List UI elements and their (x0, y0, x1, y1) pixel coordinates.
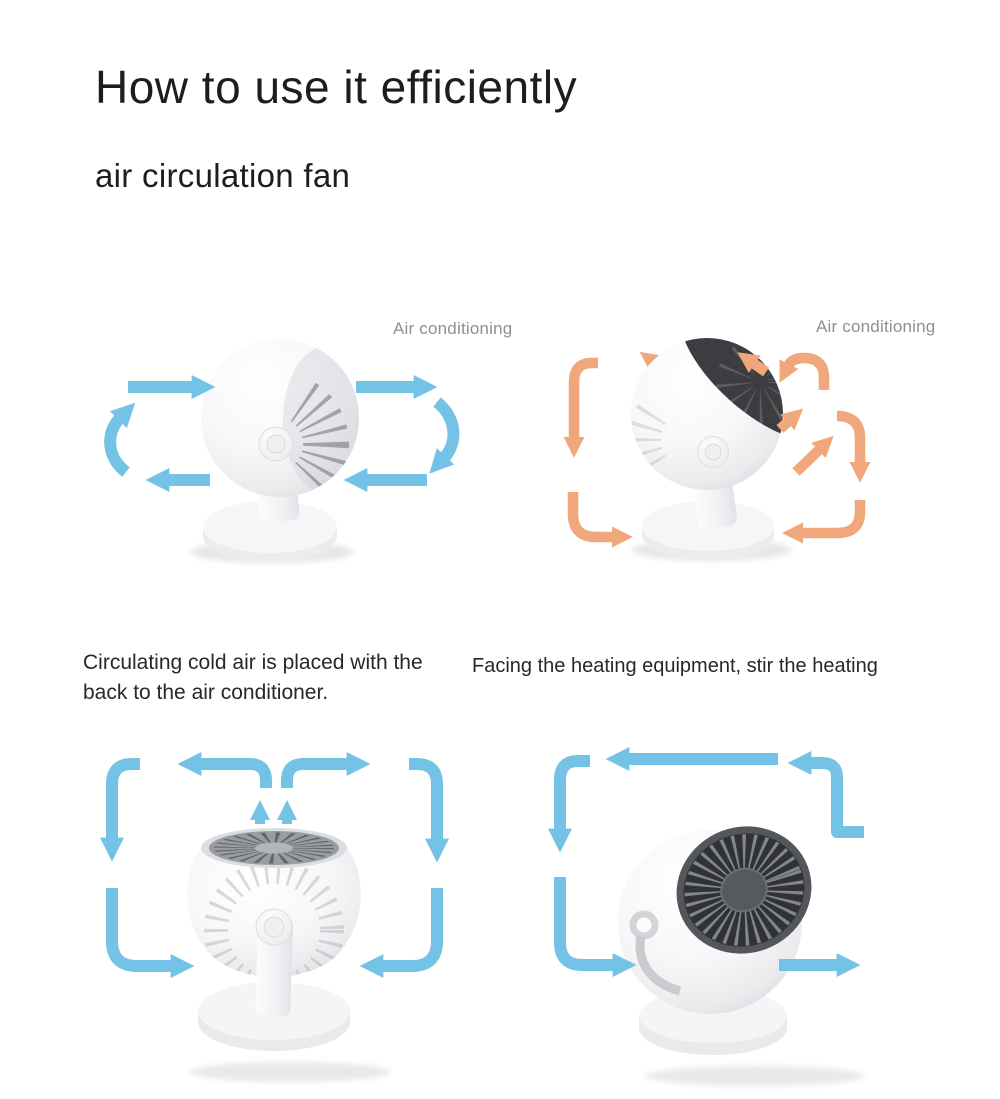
cold-air-caption: Circulating cold air is placed with the back to the air conditioner. (83, 651, 423, 705)
air-conditioning-label-left: Air conditioning (393, 319, 513, 338)
fan-tilted-up-icon (631, 300, 853, 561)
fan-front-view-icon (618, 808, 865, 1086)
heating-caption: Facing the heating equipment, stir the heating (472, 655, 878, 677)
fan-back-view-icon (190, 339, 371, 563)
scene-fan-up-illustration (60, 720, 510, 1099)
scene-heat-facing-illustration (540, 300, 1000, 600)
fan-facing-up-icon (187, 828, 390, 1082)
page-subtitle: air circulation fan (95, 157, 351, 194)
scene-cold-back-illustration (80, 300, 530, 600)
page-title: How to use it efficiently (95, 61, 578, 113)
air-conditioning-label-right: Air conditioning (816, 317, 936, 336)
scene-fan-forward-illustration (520, 720, 1000, 1099)
